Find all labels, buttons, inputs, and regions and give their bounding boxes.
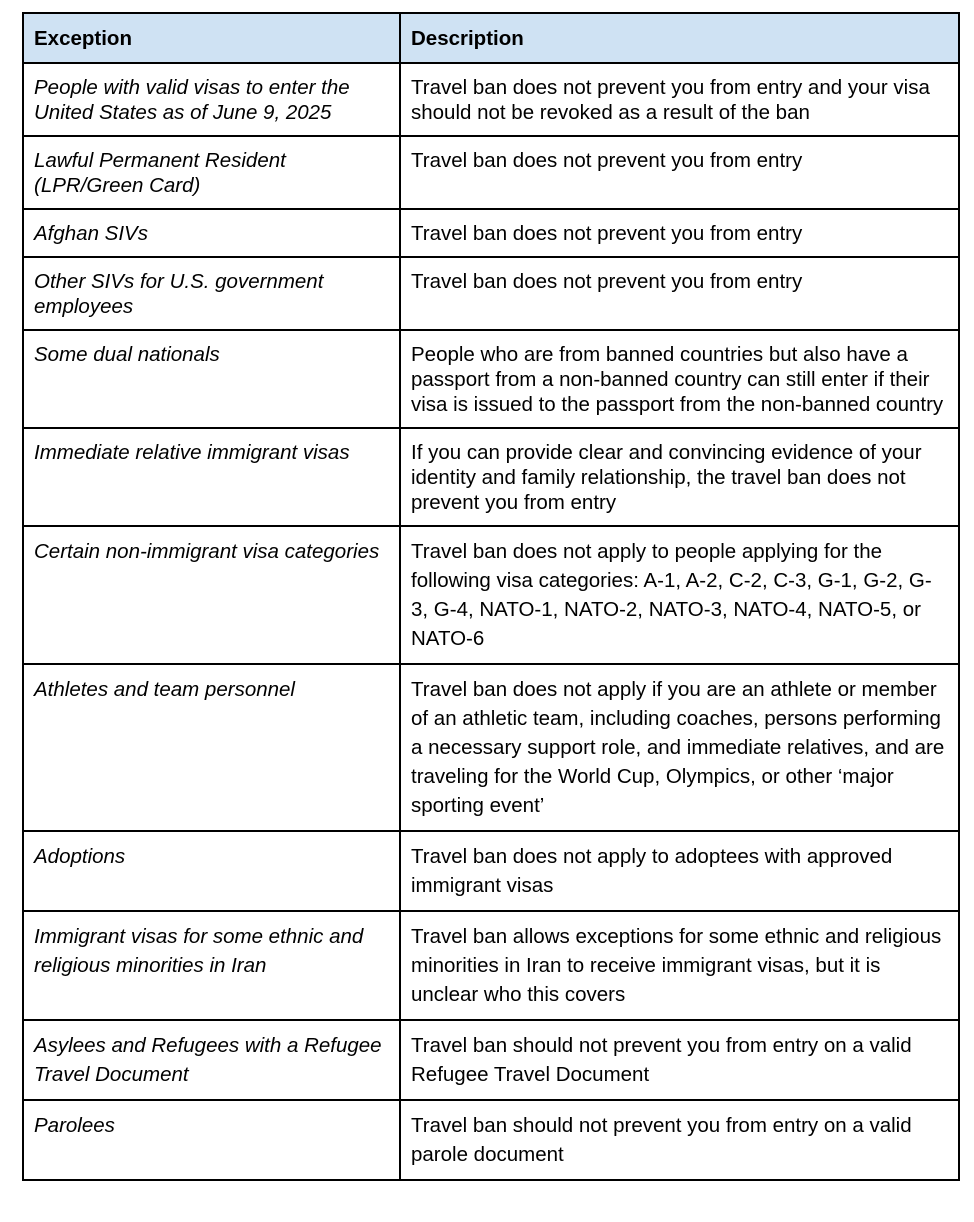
header-description: Description bbox=[400, 13, 959, 63]
exception-cell: Certain non-immigrant visa categories bbox=[23, 526, 400, 664]
description-cell: Travel ban allows exceptions for some ethnic and religious minorities in Iran to receive immigrant visas, but it is unclear who this covers bbox=[400, 911, 959, 1020]
description-cell: Travel ban does not apply if you are an athlete or member of an athletic team, including coaches, persons performing a necessary support role, and immediate relatives, and are traveling for the World Cup, Olympics, or other ‘major sporting event’ bbox=[400, 664, 959, 831]
table-row bbox=[23, 257, 959, 330]
exception-cell: Other SIVs for U.S. government employees bbox=[23, 257, 400, 330]
exception-cell: People with valid visas to enter the United States as of June 9, 2025 bbox=[23, 63, 400, 136]
description-cell: Travel ban does not apply to adoptees with approved immigrant visas bbox=[400, 831, 959, 911]
description-cell: Travel ban should not prevent you from entry on a valid parole document bbox=[400, 1100, 959, 1180]
exception-cell: Afghan SIVs bbox=[23, 209, 400, 257]
description-cell: Travel ban does not prevent you from entry bbox=[400, 209, 959, 257]
table-row bbox=[23, 1100, 959, 1180]
table-row bbox=[23, 209, 959, 257]
table-row bbox=[23, 1020, 959, 1100]
table-row bbox=[23, 330, 959, 428]
description-cell: Travel ban should not prevent you from entry on a valid Refugee Travel Document bbox=[400, 1020, 959, 1100]
exceptions-table bbox=[22, 12, 960, 1181]
description-cell: People who are from banned countries but also have a passport from a non-banned country can still enter if their visa is issued to the passport from the non-banned country bbox=[400, 330, 959, 428]
table-header-row bbox=[23, 13, 959, 63]
exception-cell: Immigrant visas for some ethnic and religious minorities in Iran bbox=[23, 911, 400, 1020]
exception-cell: Athletes and team personnel bbox=[23, 664, 400, 831]
table-row bbox=[23, 428, 959, 526]
table-row bbox=[23, 136, 959, 209]
description-cell: Travel ban does not prevent you from entry and your visa should not be revoked as a result of the ban bbox=[400, 63, 959, 136]
table-row bbox=[23, 63, 959, 136]
table-row bbox=[23, 526, 959, 664]
exception-cell: Parolees bbox=[23, 1100, 400, 1180]
table-row bbox=[23, 831, 959, 911]
table-row bbox=[23, 911, 959, 1020]
description-cell: Travel ban does not apply to people applying for the following visa categories: A-1, A-2, C-2, C-3, G-1, G-2, G-3, G-4, NATO-1, NATO-2, NATO-3, NATO-4, NATO-5, or NATO-6 bbox=[400, 526, 959, 664]
header-exception: Exception bbox=[23, 13, 400, 63]
exception-cell: Lawful Permanent Resident (LPR/Green Card) bbox=[23, 136, 400, 209]
exception-cell: Adoptions bbox=[23, 831, 400, 911]
table-row bbox=[23, 664, 959, 831]
exceptions-table-container bbox=[22, 12, 958, 1181]
exception-cell: Asylees and Refugees with a Refugee Travel Document bbox=[23, 1020, 400, 1100]
description-cell: Travel ban does not prevent you from entry bbox=[400, 257, 959, 330]
exception-cell: Some dual nationals bbox=[23, 330, 400, 428]
description-cell: Travel ban does not prevent you from entry bbox=[400, 136, 959, 209]
description-cell: If you can provide clear and convincing evidence of your identity and family relationship, the travel ban does not prevent you from entry bbox=[400, 428, 959, 526]
exception-cell: Immediate relative immigrant visas bbox=[23, 428, 400, 526]
